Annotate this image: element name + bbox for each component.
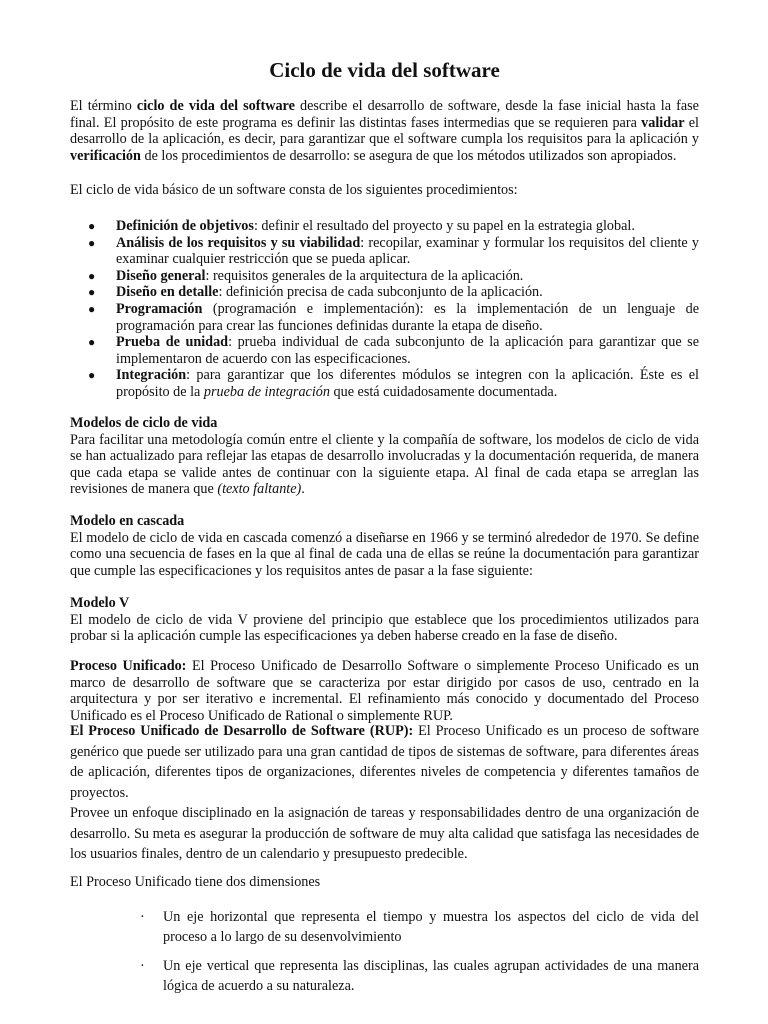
step-term: Diseño general [116,267,206,284]
rup-section [70,721,699,865]
cascada-section [70,513,699,579]
page-title: Ciclo de vida del software [269,58,500,82]
bullet-icon: ● [88,335,96,350]
step-text: : definir el resultado del proyecto y su papel en la estrategia global. [253,218,635,234]
step-term: Integración [116,367,187,384]
bullet-icon: ● [88,268,96,283]
step-term: Análisis de los requisitos y su viabilidad [116,234,361,251]
modelos-paragraph [70,432,699,498]
heading-text: Modelo V [70,595,130,611]
section-heading [70,415,699,432]
dimensiones-section [70,907,699,996]
modelos-section [70,415,699,498]
body-text: El Proceso Unificado es un proceso de software genérico que puede ser utilizado para una gran cantidad de tipos de sistemas de software, para diferentes áreas de aplicación, diferentes tipos de organizaciones, diferentes niveles de competencia y diferentes tamaños de proyectos. [70,723,699,801]
step-text: (programación e implementación): es la implementación de un lenguaje de programación para crear las funciones definidas durante la etapa de diseño. [116,300,699,334]
bullet-icon: · [140,909,145,925]
dimensiones-lead-section [70,874,699,891]
bullet-icon: ● [88,301,96,316]
intro-text: describe el desarrollo de software, desde la fase inicial hasta la fase final. El propósito de este programa es definir las distintas fases intermedias que se requieren para [70,98,699,131]
heading-text: El Proceso Unificado de Desarrollo de Software (RUP): [70,723,414,739]
provee-paragraph: Provee un enfoque disciplinado en la asignación de tareas y responsabilidades dentro de una organización de desarrollo. Su meta es asegurar la producción de software de muy alta calidad que satisfaga las necesidades de los usuarios finales, dentro de un calendario y presupuesto predecible. [70,805,699,862]
lead-section [70,182,699,199]
list-item [70,956,699,996]
list-item [70,218,699,235]
list-item [70,334,699,367]
intro-text: el desarrollo de la aplicación, es decir, para garantizar que el software cumpla los requisitos para la aplicación y [70,114,699,148]
heading-text: Proceso Unificado: [70,658,187,674]
bullet-icon: ● [88,368,96,383]
step-term: Definición de objetivos [116,218,254,234]
lead-paragraph: El ciclo de vida básico de un software consta de los siguientes procedimientos: [70,182,518,198]
body-text: Para facilitar una metodología común entre el cliente y la compañía de software, los modelos de ciclo de vida se han actualizado para reflejar las etapas de desarrollo involucradas y la documentación requerida, de manera que cada etapa se valide antes de continuar con la siguiente etapa. Al final de cada etapa se arreglan las revisiones de manera que [70,431,699,498]
bullet-icon: ● [88,219,96,233]
steps-section [70,218,699,401]
body-text: El Proceso Unificado de Desarrollo Software o simplemente Proceso Unificado es un marco de desarrollo de software que se caracteriza por estar dirigido por casos de uso, centrado en la arquitectura y por ser iterativo e incremental. El refinamiento más conocido y documentado del Proceso Unificado es el Proceso Unificado de Rational o simplemente RUP. [70,658,699,724]
heading-text: Modelo en cascada [70,513,185,529]
dimensiones-list [70,907,699,996]
step-term: Programación [116,300,203,317]
list-item [70,907,699,947]
bullet-icon: ● [88,235,96,250]
term-ciclo-de-vida: ciclo de vida del software [136,98,295,114]
step-text: : prueba individual de cada subconjunto de la aplicación para garantizar que se implementaron de acuerdo con las especificaciones. [116,334,699,367]
body-text: . [301,481,305,498]
step-text: que está cuidadosamente documentada. [329,383,558,400]
bullet-icon: · [140,958,145,974]
proceso-section [70,658,699,724]
section-heading [70,513,699,530]
list-item [70,284,699,301]
list-item [70,268,699,285]
term-validar: validar [641,114,685,131]
dimension-text: Un eje horizontal que representa el tiempo y muestra los aspectos del ciclo de vida del proceso a lo largo de su desenvolvimiento [163,909,699,945]
step-text: : definición precisa de cada subconjunto de la aplicación. [218,284,543,301]
intro-section [70,98,699,164]
step-text: : recopilar, examinar y formular los requisitos del cliente y examinar cualquier restricción que se pueda aplicar. [116,234,699,268]
rup-paragraph [70,721,699,803]
intro-text: de los procedimientos de desarrollo: se asegura de que los métodos utilizados son apropiados. [140,147,677,164]
bullet-icon: ● [88,285,96,300]
step-italic: prueba de integración [203,383,330,400]
term-verificacion: verificación [70,147,141,164]
intro-paragraph [70,98,699,164]
heading-text: Modelos de ciclo de vida [70,415,218,431]
modelo-v-section [70,595,699,645]
list-item [70,367,699,400]
dimension-text: Un eje vertical que representa las disciplinas, las cuales agrupan actividades de una manera lógica de acuerdo a su naturaleza. [163,958,699,994]
section-heading [70,595,699,612]
list-item [70,301,699,334]
step-term: Diseño en detalle [116,284,219,301]
step-text: : para garantizar que los diferentes módulos se integren con la aplicación. Éste es el propósito de la [116,367,699,400]
list-item [70,235,699,268]
modelo-v-paragraph: El modelo de ciclo de vida V proviene del principio que establece que los procedimientos utilizados para probar si la aplicación cumple las especificaciones ya deben haberse creado en la fase de diseño. [70,611,699,645]
steps-list [70,218,699,401]
cascada-paragraph: El modelo de ciclo de vida en cascada comenzó a diseñarse en 1966 y se terminó alrededor de 1970. Se define como una secuencia de fases en la que al final de cada una de ellas se reúne la documentación para garantizar que cumple las especificaciones y los requisitos antes de pasar a la fase siguiente: [70,529,699,579]
step-text: : requisitos generales de la arquitectura de la aplicación. [205,267,524,284]
proceso-paragraph [70,658,699,724]
missing-text-note: (texto faltante) [217,481,302,498]
step-term: Prueba de unidad [116,334,229,351]
dimensiones-lead: El Proceso Unificado tiene dos dimensiones [70,874,321,890]
intro-text: El término [70,98,137,114]
